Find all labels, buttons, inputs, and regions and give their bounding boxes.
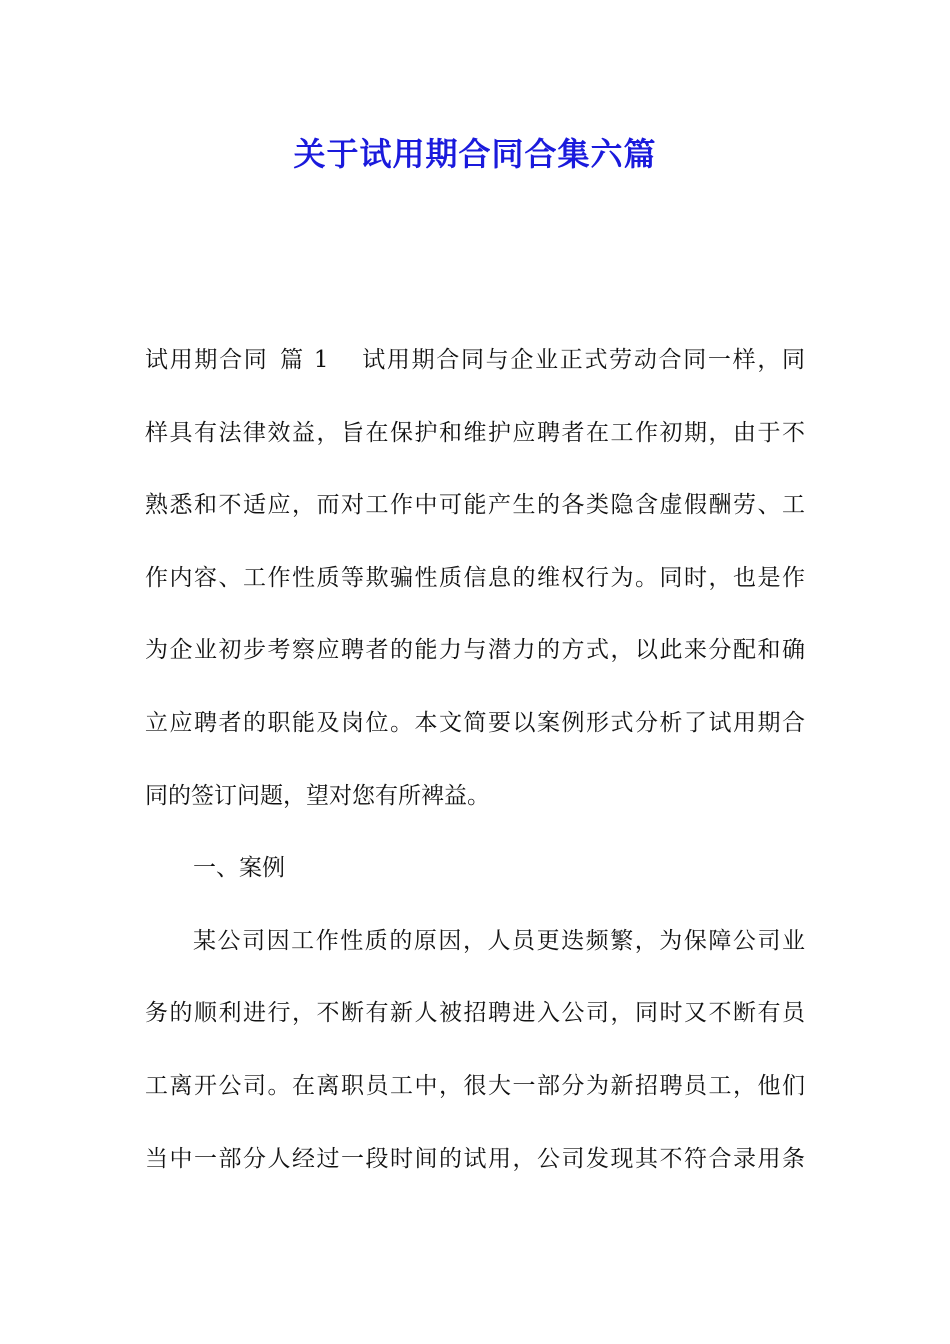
paragraph-line: 样具有法律效益，旨在保护和维护应聘者在工作初期，由于不	[145, 419, 805, 446]
paragraph-line: 立应聘者的职能及岗位。本文简要以案例形式分析了试用期合	[145, 709, 805, 736]
paragraph-line: 工离开公司。在离职员工中，很大一部分为新招聘员工，他们	[145, 1072, 805, 1099]
section-label: 试用期合同	[145, 347, 269, 373]
paragraph-line: 当中一部分人经过一段时间的试用，公司发现其不符合录用条	[145, 1145, 805, 1172]
section-heading: 一、案例	[193, 855, 285, 882]
paragraph-text: 试用期合同与企业正式劳动合同一样，同	[360, 347, 805, 373]
paragraph-line: 熟悉和不适应，而对工作中可能产生的各类隐含虚假酬劳、工	[145, 492, 805, 519]
paragraph-line: 为企业初步考察应聘者的能力与潜力的方式，以此来分配和确	[145, 637, 805, 664]
paragraph-line: 同的签订问题，望对您有所裨益。	[145, 782, 490, 809]
section-number: 篇 1	[278, 347, 329, 373]
paragraph-line: 某公司因工作性质的原因，人员更迭频繁，为保障公司业	[193, 927, 805, 954]
paragraph-line: 作内容、工作性质等欺骗性质信息的维权行为。同时，也是作	[145, 564, 805, 591]
document-body	[145, 336, 805, 1207]
document-title: 关于试用期合同合集六篇	[293, 135, 657, 173]
paragraph-line: 务的顺利进行，不断有新人被招聘进入公司，同时又不断有员	[145, 1000, 805, 1027]
paragraph-line	[145, 336, 805, 409]
